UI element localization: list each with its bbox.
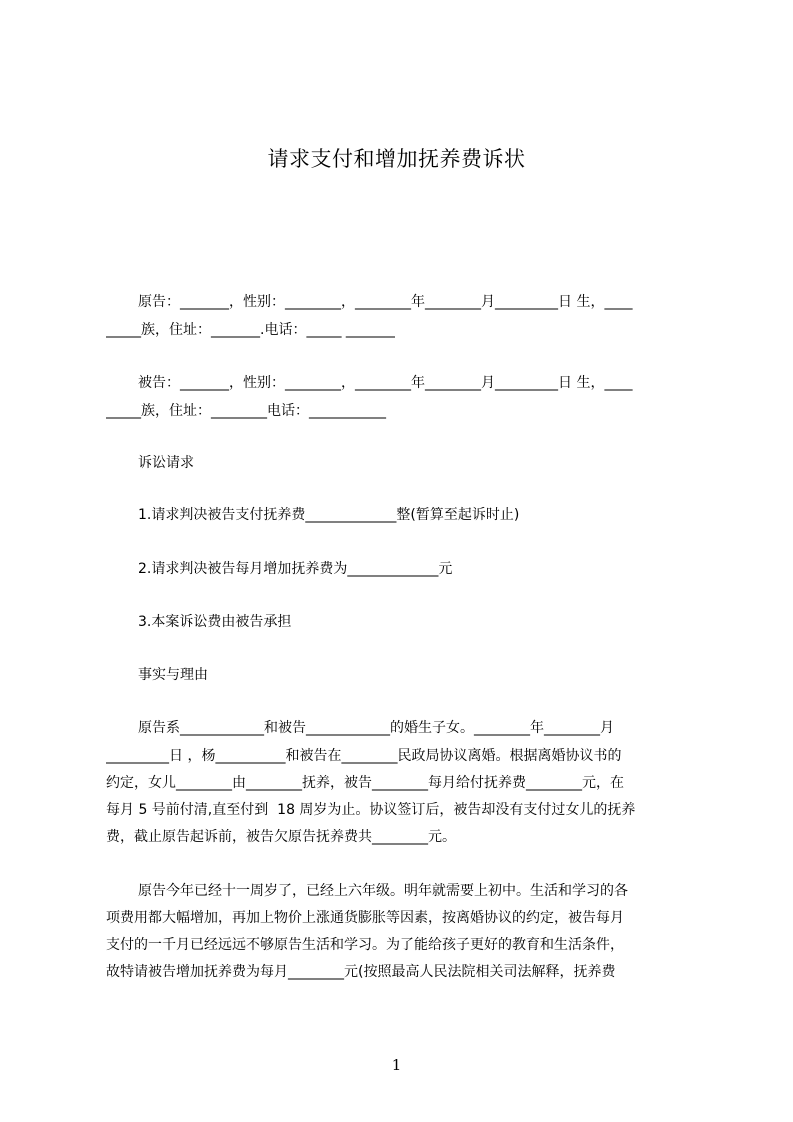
plaintiff-line-2: _____族，住址：_______.电话：_____ _______ <box>106 322 395 338</box>
facts-para1-line-4: 每月 5 号前付清,直至付到 18 周岁为止。协议签订后，被告却没有支付过女儿的抚养 <box>106 802 636 818</box>
facts-para1-line-5: 费，截止原告起诉前，被告欠原告抚养费共________元。 <box>106 829 456 845</box>
claims-heading: 诉讼请求 <box>138 455 194 471</box>
facts-para2-line-3: 支付的一千月已经远远不够原告生活和学习。为了能给孩子更好的教育和生活条件， <box>106 937 624 953</box>
claim-item-3: 3.本案诉讼费由被告承担 <box>138 614 292 630</box>
facts-para1-line-1: 原告系____________和被告____________的婚生子女。________年________月 <box>138 720 614 736</box>
defendant-line-2: _____族，住址：________电话：___________ <box>106 403 386 419</box>
facts-para1-line-3: 约定，女儿________由________抚养，被告________每月给付抚养费________元，在 <box>106 775 624 791</box>
facts-para2-line-1: 原告今年已经十一周岁了，已经上六年级。明年就需要上初中。生活和学习的各 <box>138 883 628 899</box>
page-number: 1 <box>391 1056 402 1074</box>
claim-item-2: 2.请求判决被告每月增加抚养费为_____________元 <box>138 561 453 577</box>
defendant-line-1: 被告：_______，性别：________，________年________月_________日 生，____ <box>138 375 633 391</box>
facts-para1-line-2: _________日 ，杨__________和被告在________民政局协议离婚。根据离婚协议书的 <box>106 748 622 764</box>
document-title: 请求支付和增加抚养费诉状 <box>267 147 526 171</box>
facts-para2-line-4: 故特请被告增加抚养费为每月________元(按照最高人民法院相关司法解释，抚养费 <box>106 964 616 980</box>
claim-item-1: 1.请求判决被告支付抚养费_____________整(暂算至起诉时止) <box>138 507 520 523</box>
facts-para2-line-2: 项费用都大幅增加，再加上物价上涨通货膨胀等因素，按离婚协议的约定，被告每月 <box>106 910 624 926</box>
plaintiff-line-1: 原告：_______，性别：________，________年________月_________日 生，____ <box>138 294 633 310</box>
facts-heading: 事实与理由 <box>138 667 208 683</box>
